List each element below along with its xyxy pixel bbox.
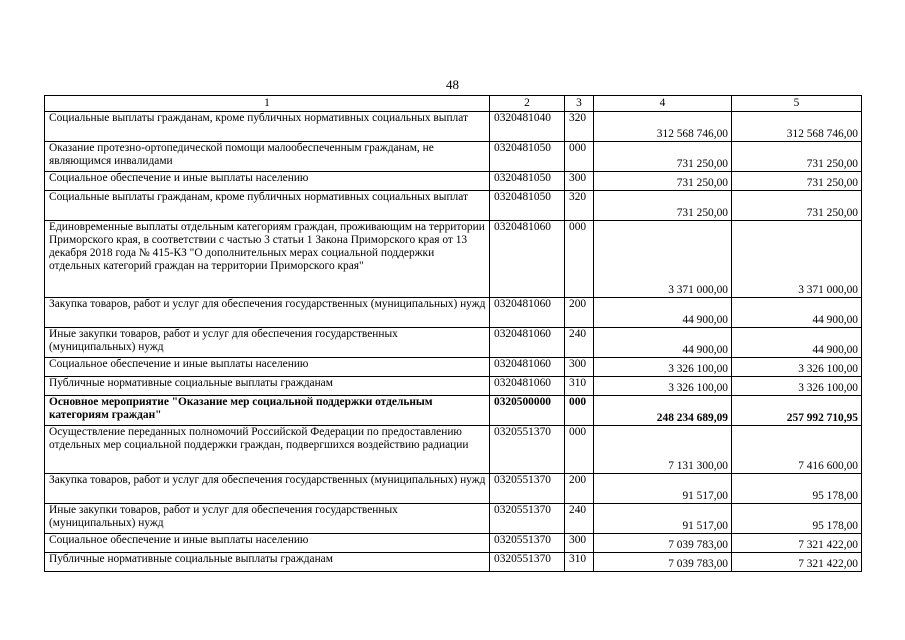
row-expense-type: 000 <box>565 426 594 474</box>
row-sum-col4: 3 326 100,00 <box>594 377 732 396</box>
table-row <box>45 112 862 142</box>
row-code: 0320551370 <box>490 474 565 504</box>
row-code: 0320481040 <box>490 112 565 142</box>
table-row <box>45 221 862 298</box>
row-name: Социальные выплаты гражданам, кроме публичных нормативных социальных выплат <box>45 191 490 221</box>
header-col-2: 2 <box>490 96 565 112</box>
row-code: 0320551370 <box>490 426 565 474</box>
row-sum-col5: 44 900,00 <box>732 328 862 358</box>
table-row <box>45 358 862 377</box>
table-row <box>45 191 862 221</box>
row-sum-col5: 3 326 100,00 <box>732 377 862 396</box>
row-expense-type: 320 <box>565 112 594 142</box>
row-expense-type: 240 <box>565 328 594 358</box>
row-code: 0320481050 <box>490 191 565 221</box>
row-name: Иные закупки товаров, работ и услуг для обеспечения государственных (муниципальных) нужд <box>45 504 490 534</box>
table-row <box>45 534 862 553</box>
row-name: Оказание протезно-ортопедической помощи малообеспеченным гражданам, не являющимся инвалидами <box>45 142 490 172</box>
row-sum-col5: 312 568 746,00 <box>732 112 862 142</box>
row-expense-type: 320 <box>565 191 594 221</box>
row-expense-type: 000 <box>565 142 594 172</box>
header-row <box>45 96 862 112</box>
row-sum-col4: 248 234 689,09 <box>594 396 732 426</box>
table-row <box>45 328 862 358</box>
row-name: Социальное обеспечение и иные выплаты населению <box>45 534 490 553</box>
header-col-1: 1 <box>45 96 490 112</box>
row-name: Основное мероприятие "Оказание мер социальной поддержки отдельным категориям граждан" <box>45 396 490 426</box>
row-name: Публичные нормативные социальные выплаты гражданам <box>45 377 490 396</box>
row-expense-type: 000 <box>565 221 594 298</box>
row-code: 0320481060 <box>490 328 565 358</box>
row-sum-col4: 3 371 000,00 <box>594 221 732 298</box>
table-row <box>45 474 862 504</box>
row-sum-col5: 7 321 422,00 <box>732 553 862 572</box>
row-expense-type: 200 <box>565 474 594 504</box>
row-code: 0320481060 <box>490 358 565 377</box>
table-row <box>45 377 862 396</box>
row-name: Публичные нормативные социальные выплаты гражданам <box>45 553 490 572</box>
row-sum-col5: 3 371 000,00 <box>732 221 862 298</box>
header-col-3: 3 <box>565 96 594 112</box>
row-sum-col5: 95 178,00 <box>732 504 862 534</box>
budget-table-body <box>45 96 862 572</box>
row-name: Социальное обеспечение и иные выплаты населению <box>45 358 490 377</box>
row-code: 0320481060 <box>490 298 565 328</box>
row-sum-col4: 91 517,00 <box>594 504 732 534</box>
row-code: 0320481060 <box>490 221 565 298</box>
row-code: 0320551370 <box>490 534 565 553</box>
row-sum-col5: 7 416 600,00 <box>732 426 862 474</box>
row-code: 0320481060 <box>490 377 565 396</box>
row-expense-type: 310 <box>565 553 594 572</box>
row-name: Закупка товаров, работ и услуг для обеспечения государственных (муниципальных) нужд <box>45 474 490 504</box>
table-row <box>45 553 862 572</box>
table-row <box>45 426 862 474</box>
row-sum-col4: 731 250,00 <box>594 172 732 191</box>
row-expense-type: 300 <box>565 534 594 553</box>
row-sum-col5: 3 326 100,00 <box>732 358 862 377</box>
row-code: 0320481050 <box>490 172 565 191</box>
row-sum-col4: 44 900,00 <box>594 298 732 328</box>
header-col-5: 5 <box>732 96 862 112</box>
header-col-4: 4 <box>594 96 732 112</box>
row-name: Осуществление переданных полномочий Российской Федерации по предоставлению отдельных мер социальной поддержки граждан, подвергшихся воздействию радиации <box>45 426 490 474</box>
row-sum-col5: 731 250,00 <box>732 191 862 221</box>
row-sum-col4: 7 131 300,00 <box>594 426 732 474</box>
table-row <box>45 504 862 534</box>
row-expense-type: 240 <box>565 504 594 534</box>
row-sum-col4: 7 039 783,00 <box>594 534 732 553</box>
row-sum-col4: 7 039 783,00 <box>594 553 732 572</box>
row-code: 0320551370 <box>490 553 565 572</box>
table-row <box>45 172 862 191</box>
row-name: Социальные выплаты гражданам, кроме публичных нормативных социальных выплат <box>45 112 490 142</box>
row-sum-col4: 312 568 746,00 <box>594 112 732 142</box>
row-name: Единовременные выплаты отдельным категориям граждан, проживающим на территории Приморского края, в соответствии с частью 3 статьи 1 Закона Приморского края от 13 декабря 2018 года № 415-КЗ "О дополнительных мерах социальной поддержки отдельных категорий граждан на территории Приморского края" <box>45 221 490 298</box>
row-sum-col5: 731 250,00 <box>732 142 862 172</box>
row-sum-col4: 731 250,00 <box>594 191 732 221</box>
row-expense-type: 300 <box>565 358 594 377</box>
row-expense-type: 200 <box>565 298 594 328</box>
row-expense-type: 300 <box>565 172 594 191</box>
row-sum-col4: 44 900,00 <box>594 328 732 358</box>
row-code: 0320551370 <box>490 504 565 534</box>
table-row <box>45 396 862 426</box>
row-sum-col4: 731 250,00 <box>594 142 732 172</box>
table-row <box>45 298 862 328</box>
row-name: Закупка товаров, работ и услуг для обеспечения государственных (муниципальных) нужд <box>45 298 490 328</box>
row-expense-type: 310 <box>565 377 594 396</box>
row-sum-col5: 731 250,00 <box>732 172 862 191</box>
row-sum-col4: 3 326 100,00 <box>594 358 732 377</box>
row-expense-type: 000 <box>565 396 594 426</box>
row-name: Социальное обеспечение и иные выплаты населению <box>45 172 490 191</box>
table-row <box>45 142 862 172</box>
row-code: 0320500000 <box>490 396 565 426</box>
budget-table <box>44 95 862 572</box>
row-code: 0320481050 <box>490 142 565 172</box>
row-sum-col5: 257 992 710,95 <box>732 396 862 426</box>
row-sum-col5: 95 178,00 <box>732 474 862 504</box>
row-sum-col5: 7 321 422,00 <box>732 534 862 553</box>
page-number: 48 <box>446 77 459 92</box>
row-sum-col4: 91 517,00 <box>594 474 732 504</box>
row-sum-col5: 44 900,00 <box>732 298 862 328</box>
row-name: Иные закупки товаров, работ и услуг для обеспечения государственных (муниципальных) нужд <box>45 328 490 358</box>
